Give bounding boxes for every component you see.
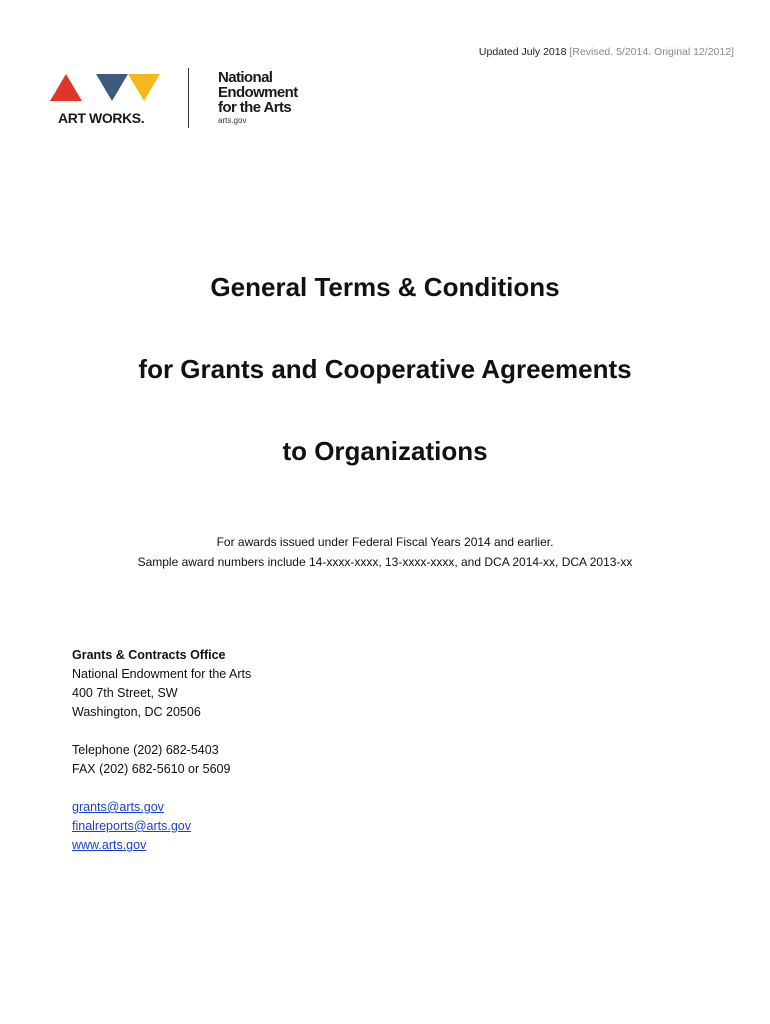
website-link[interactable]: www.arts.gov (72, 838, 147, 852)
contact-block (72, 646, 251, 855)
nea-logo-site: arts.gov (218, 116, 247, 125)
nea-logo (218, 70, 298, 127)
revision-history: [Revised. 5/2014. Original 12/2012] (569, 46, 734, 58)
street-address: 400 7th Street, SW (72, 686, 178, 700)
logo-divider (188, 68, 189, 128)
nea-logo-line3: for the Arts (218, 99, 292, 116)
office-name: Grants & Contracts Office (72, 648, 226, 662)
applicability-note (0, 532, 770, 572)
art-works-triangles (48, 72, 160, 106)
organization-name: National Endowment for the Arts (72, 667, 252, 681)
nea-logo-line2: Endowment (218, 84, 298, 101)
fax-number: FAX (202) 682-5610 or 5609 (72, 762, 231, 776)
yellow-triangle-icon (128, 74, 160, 101)
telephone-number: Telephone (202) 682-5403 (72, 743, 219, 757)
updated-date: Updated July 2018 (478, 46, 567, 58)
nea-logo-line1: National (218, 69, 273, 86)
applicability-line1: For awards issued under Federal Fiscal Years 2014 and earlier. (216, 535, 554, 549)
red-triangle-icon (50, 74, 82, 101)
spacer (72, 779, 251, 798)
applicability-line2: Sample award numbers include 14-xxxx-xxxx, 13-xxxx-xxxx, and DCA 2014-xx, DCA 2013-xx (137, 555, 633, 569)
finalreports-email-link[interactable]: finalreports@arts.gov (72, 819, 191, 833)
city-address: Washington, DC 20506 (72, 705, 201, 719)
document-title-line1: General Terms & Conditions (210, 272, 560, 302)
blue-triangle-icon (96, 74, 128, 101)
grants-email-link[interactable]: grants@arts.gov (72, 800, 164, 814)
spacer (72, 722, 251, 741)
document-title-line2: for Grants and Cooperative Agreements (138, 354, 632, 384)
art-works-wordmark: ART WORKS. (58, 110, 145, 126)
revision-note (479, 46, 734, 58)
document-title-line3: to Organizations (282, 436, 488, 466)
